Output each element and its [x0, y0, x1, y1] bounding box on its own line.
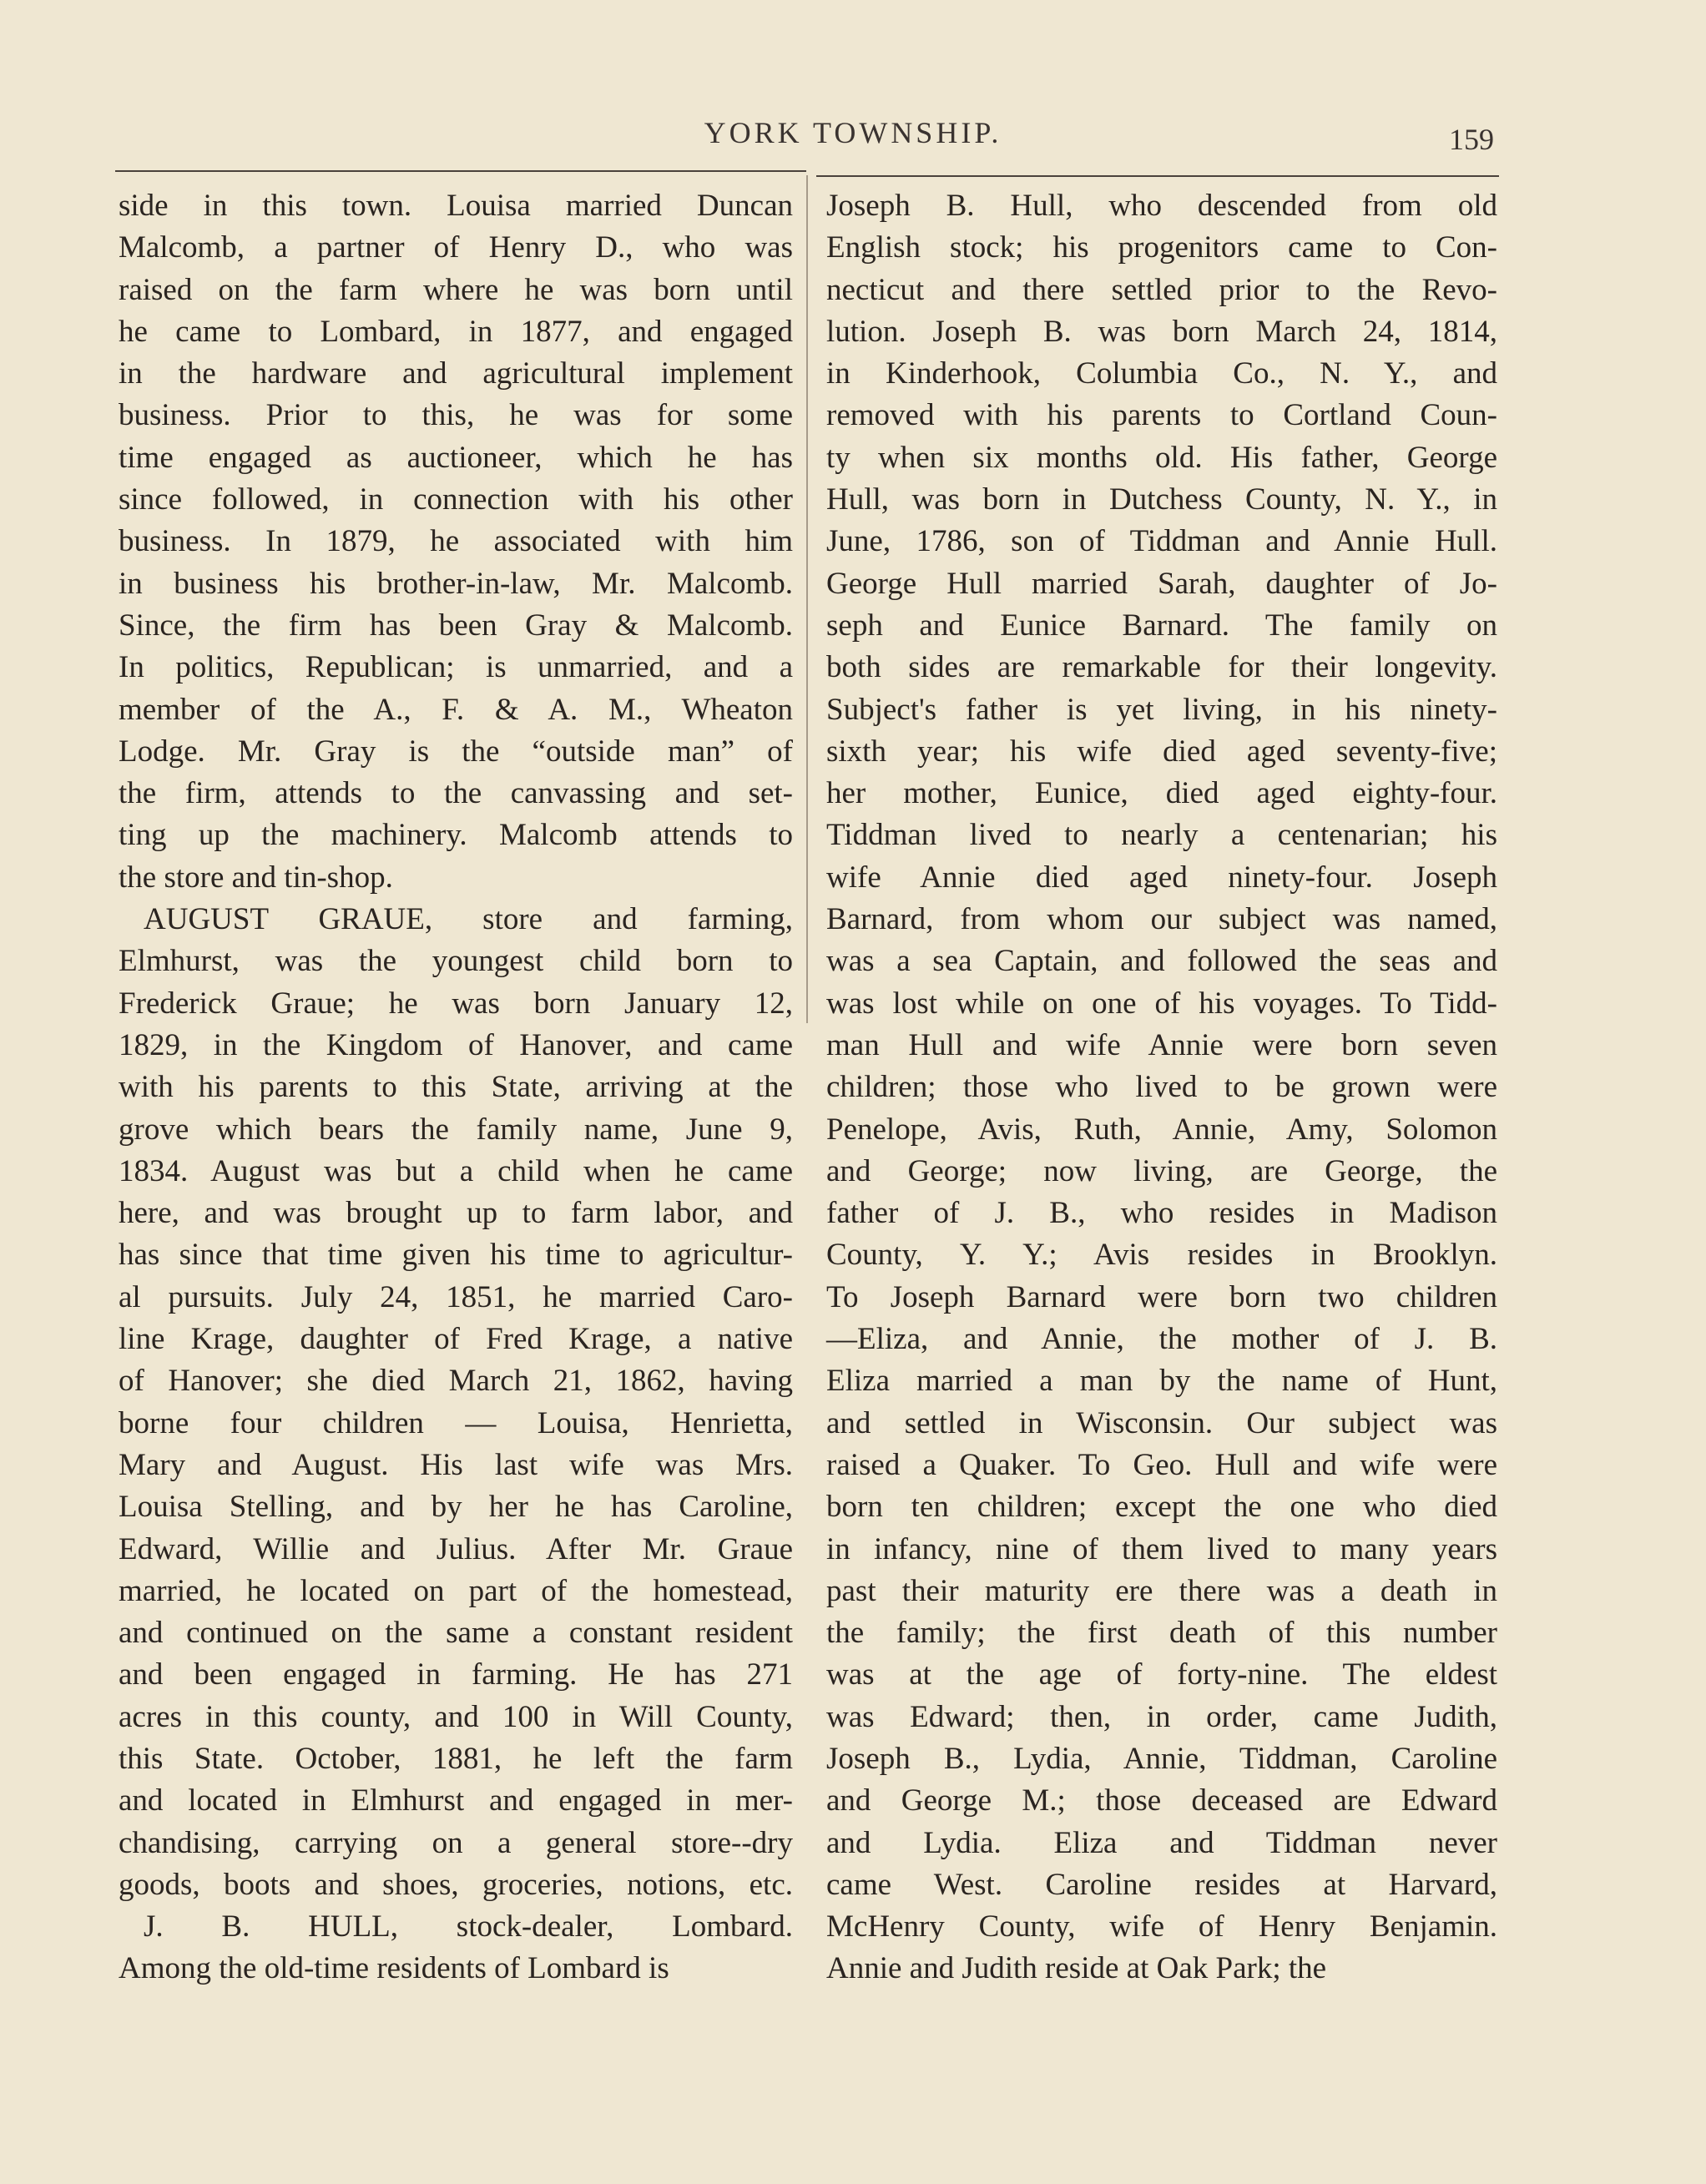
text-line: the store and tin-shop.: [119, 860, 393, 895]
running-title: YORK TOWNSHIP.: [704, 116, 1002, 149]
text-line: and George; now living, are George, the: [826, 1153, 1497, 1188]
text-line: J. B. HULL, stock-dealer, Lombard.: [144, 1909, 793, 1944]
text-line: came West. Caroline resides at Harvard,: [826, 1867, 1497, 1902]
text-line: Frederick Graue; he was born January 12,: [119, 986, 793, 1021]
text-line: and Lydia. Eliza and Tiddman never: [826, 1825, 1497, 1860]
text-line: of Hanover; she died March 21, 1862, having: [119, 1364, 793, 1399]
text-line: Barnard, from whom our subject was named,: [826, 902, 1497, 937]
text-line: time engaged as auctioneer, which he has: [119, 440, 793, 475]
text-line: lution. Joseph B. was born March 24, 1814,: [826, 314, 1497, 349]
left-column: [119, 185, 793, 1990]
text-line: the family; the first death of this number: [826, 1616, 1497, 1651]
text-line: necticut and there settled prior to the Revo-: [826, 272, 1497, 307]
text-line: Malcomb, a partner of Henry D., who was: [119, 230, 793, 265]
text-line: since followed, in connection with his other: [119, 482, 793, 517]
text-line: was a sea Captain, and followed the seas and: [826, 944, 1497, 979]
text-line: removed with his parents to Cortland Coun-: [826, 398, 1497, 433]
text-line: Hull, was born in Dutchess County, N. Y., in: [826, 482, 1497, 517]
text-line: McHenry County, wife of Henry Benjamin.: [826, 1909, 1497, 1944]
text-line: was Edward; then, in order, came Judith,: [826, 1699, 1497, 1734]
text-line: Elmhurst, was the youngest child born to: [119, 944, 793, 979]
text-line: Joseph B. Hull, who descended from old: [826, 189, 1497, 223]
text-line: Tiddman lived to nearly a centenarian; his: [826, 818, 1497, 853]
text-line: 1829, in the Kingdom of Hanover, and came: [119, 1027, 793, 1062]
text-line: father of J. B., who resides in Madison: [826, 1196, 1497, 1231]
text-line: Penelope, Avis, Ruth, Annie, Amy, Solomon: [826, 1112, 1497, 1147]
text-line: Edward, Willie and Julius. After Mr. Graue: [119, 1531, 793, 1566]
text-line: side in this town. Louisa married Duncan: [119, 189, 793, 223]
text-line: Louisa Stelling, and by her he has Caroline,: [119, 1490, 793, 1525]
text-line: her mother, Eunice, died aged eighty-four.: [826, 776, 1497, 811]
text-line: Joseph B., Lydia, Annie, Tiddman, Caroline: [826, 1741, 1497, 1776]
text-line: Among the old-time residents of Lombard is: [119, 1951, 669, 1986]
text-line: —Eliza, and Annie, the mother of J. B.: [826, 1322, 1497, 1357]
right-column: [826, 185, 1497, 1990]
text-line: In politics, Republican; is unmarried, and a: [119, 650, 793, 685]
text-line: and continued on the same a constant resident: [119, 1616, 793, 1651]
text-line: here, and was brought up to farm labor, and: [119, 1196, 793, 1231]
text-line: goods, boots and shoes, groceries, notions, etc.: [119, 1867, 793, 1902]
column-divider: [806, 175, 808, 1023]
text-line: in business his brother-in-law, Mr. Malcomb.: [119, 566, 793, 601]
text-line: borne four children — Louisa, Henrietta,: [119, 1405, 793, 1440]
text-line: business. Prior to this, he was for some: [119, 398, 793, 433]
text-line: and located in Elmhurst and engaged in mer-: [119, 1783, 793, 1818]
text-line: Eliza married a man by the name of Hunt,: [826, 1364, 1497, 1399]
text-line: sixth year; his wife died aged seventy-five;: [826, 734, 1497, 769]
text-line: 1834. August was but a child when he came: [119, 1153, 793, 1188]
text-line: in Kinderhook, Columbia Co., N. Y., and: [826, 356, 1497, 391]
text-line: grove which bears the family name, June 9,: [119, 1112, 793, 1147]
text-line: English stock; his progenitors came to Con-: [826, 230, 1497, 265]
text-line: the firm, attends to the canvassing and set-: [119, 776, 793, 811]
text-line: member of the A., F. & A. M., Wheaton: [119, 692, 793, 727]
text-line: seph and Eunice Barnard. The family on: [826, 608, 1497, 643]
header-rule-right: [816, 175, 1499, 177]
text-line: past their maturity ere there was a death in: [826, 1573, 1497, 1608]
text-line: Lodge. Mr. Gray is the “outside man” of: [119, 734, 793, 769]
text-line: wife Annie died aged ninety-four. Joseph: [826, 860, 1497, 895]
text-line: raised a Quaker. To Geo. Hull and wife were: [826, 1447, 1497, 1482]
text-line: both sides are remarkable for their longevity.: [826, 650, 1497, 685]
text-line: married, he located on part of the homestead,: [119, 1573, 793, 1608]
text-line: Annie and Judith reside at Oak Park; the: [826, 1951, 1327, 1986]
text-line: George Hull married Sarah, daughter of Jo-: [826, 566, 1497, 601]
text-line: ting up the machinery. Malcomb attends to: [119, 818, 793, 853]
text-line: and George M.; those deceased are Edward: [826, 1783, 1497, 1818]
text-line: Since, the firm has been Gray & Malcomb.: [119, 608, 793, 643]
text-line: ty when six months old. His father, George: [826, 440, 1497, 475]
text-line: acres in this county, and 100 in Will County,: [119, 1699, 793, 1734]
text-line: in the hardware and agricultural implement: [119, 356, 793, 391]
text-line: County, Y. Y.; Avis resides in Brooklyn.: [826, 1238, 1497, 1273]
header-rule-left: [115, 170, 806, 172]
text-line: in infancy, nine of them lived to many years: [826, 1531, 1497, 1566]
text-line: born ten children; except the one who died: [826, 1490, 1497, 1525]
page-number: 159: [1449, 123, 1494, 156]
text-line: business. In 1879, he associated with him: [119, 524, 793, 559]
text-line: line Krage, daughter of Fred Krage, a native: [119, 1322, 793, 1357]
text-line: raised on the farm where he was born until: [119, 272, 793, 307]
text-line: and been engaged in farming. He has 271: [119, 1657, 793, 1692]
text-line: Mary and August. His last wife was Mrs.: [119, 1447, 793, 1482]
text-line: this State. October, 1881, he left the farm: [119, 1741, 793, 1776]
text-line: with his parents to this State, arriving at the: [119, 1070, 793, 1105]
text-line: June, 1786, son of Tiddman and Annie Hull.: [826, 524, 1497, 559]
text-line: al pursuits. July 24, 1851, he married Caro-: [119, 1279, 793, 1314]
text-line: and settled in Wisconsin. Our subject was: [826, 1405, 1497, 1440]
text-line: was lost while on one of his voyages. To Tidd-: [826, 986, 1497, 1021]
text-line: Subject's father is yet living, in his ninety-: [826, 692, 1497, 727]
text-line: he came to Lombard, in 1877, and engaged: [119, 314, 793, 349]
text-line: man Hull and wife Annie were born seven: [826, 1027, 1497, 1062]
text-line: To Joseph Barnard were born two children: [826, 1279, 1497, 1314]
text-line: chandising, carrying on a general store--dry: [119, 1825, 793, 1860]
text-line: was at the age of forty-nine. The eldest: [826, 1657, 1497, 1692]
text-line: AUGUST GRAUE, store and farming,: [144, 902, 793, 937]
text-line: children; those who lived to be grown were: [826, 1070, 1497, 1105]
text-line: has since that time given his time to agricultur-: [119, 1238, 793, 1273]
